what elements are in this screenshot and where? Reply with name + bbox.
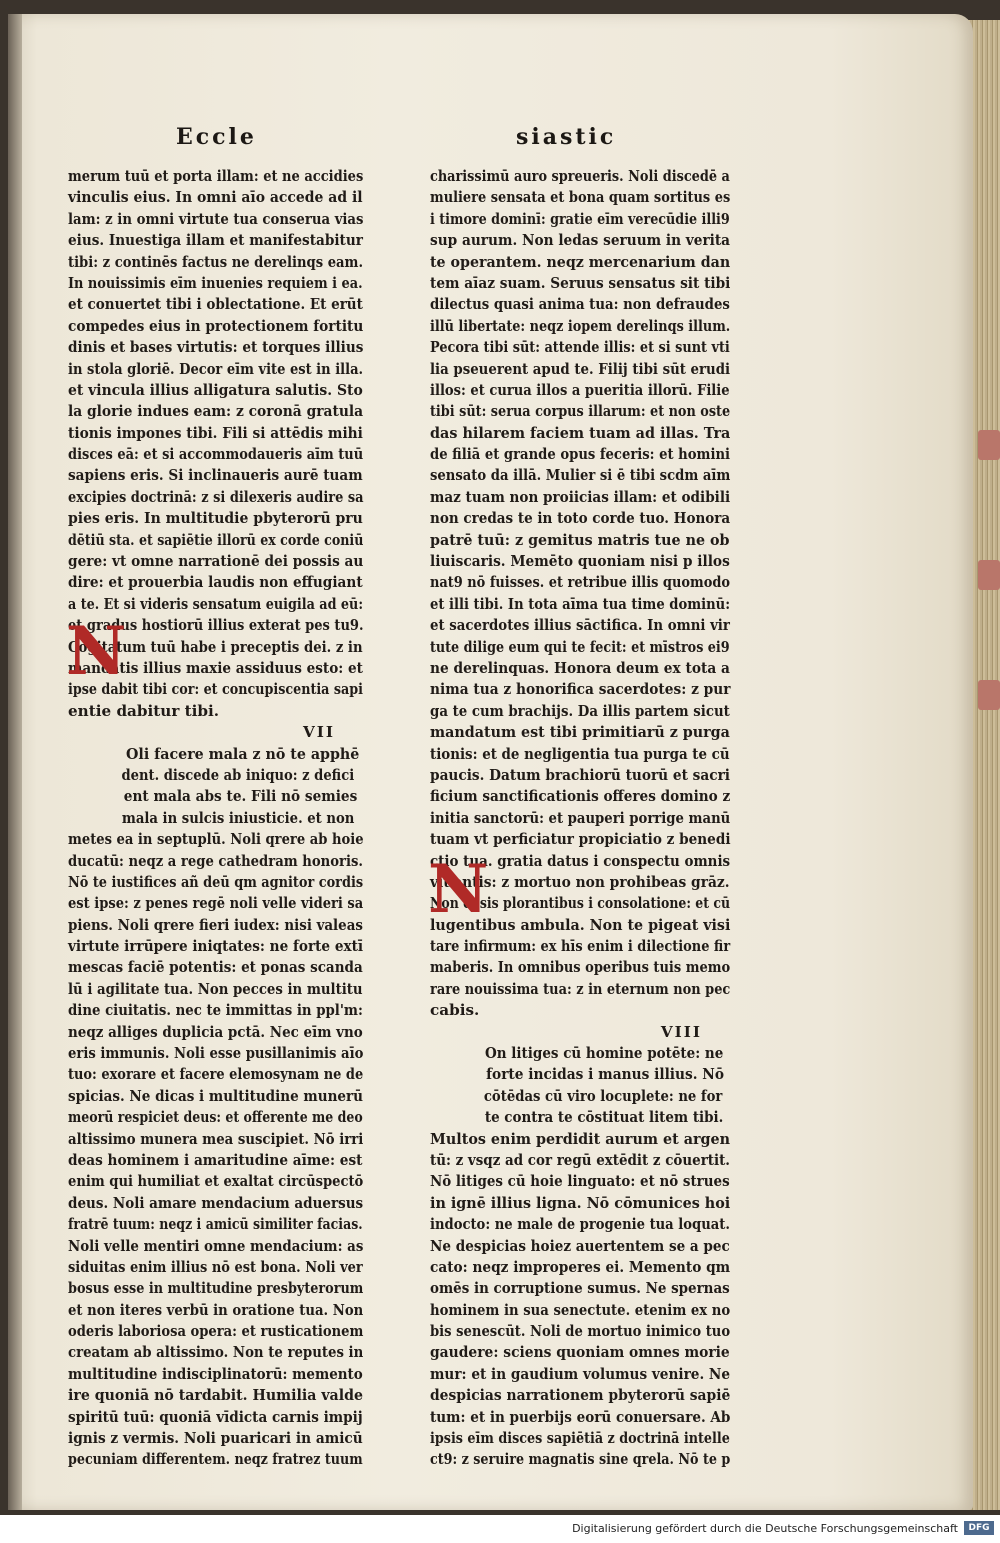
text-line: patrē tuū: z gemitus matris tue ne ob xyxy=(430,530,730,549)
text-line: deas hominem i amaritudine aīme: est xyxy=(68,1150,363,1169)
text-line: ga te cum brachijs. Da illis partem sicut xyxy=(430,701,730,720)
text-line: ct9: z seruire magnatis sine qrela. Nō te p xyxy=(430,1450,731,1469)
text-line: spicias. Ne dicas i multitudine munerū xyxy=(68,1086,364,1105)
text-line: excipies doctrinā: z si dilexeris audire sa xyxy=(68,487,364,506)
text-line: ficium sanctificationis offeres domino z xyxy=(430,787,731,806)
text-line: pies eris. In multitudie pbyterorū pru xyxy=(68,509,363,528)
text-line: ctio tua. gratia datus i conspectu omnis xyxy=(430,851,731,870)
text-line: Non desis plorantibus i consolatione: et cū xyxy=(430,894,731,913)
text-line: de filiā et grande opus feceris: et homini xyxy=(430,445,731,464)
text-line: initia sanctorū: et pauperi porrige manū xyxy=(430,808,731,827)
text-line: fratrē tuum: neqz i amicū similiter facias. xyxy=(68,1215,363,1234)
text-line: virtute irrūpere iniqtates: ne forte extī xyxy=(68,937,364,956)
text-line: ipse dabit tibi cor: et concupiscentia sapi xyxy=(68,680,364,699)
text-line: i timore dominī: gratie eīm verecūdie illi9 xyxy=(430,209,730,228)
text-line: dent. discede ab iniquo: z defici xyxy=(121,765,355,784)
text-line: mescas faciē potentis: et ponas scanda xyxy=(68,958,363,977)
text-line: non credas te in toto corde tuo. Honora xyxy=(430,509,731,528)
text-line: entie dabitur tibi. xyxy=(68,701,220,720)
text-line: omēs in corruptione sumus. Ne spernas xyxy=(430,1279,730,1298)
text-line: pecuniam differentem. neqz fratrez tuum xyxy=(68,1450,363,1469)
text-line: nima tua z honorifica sacerdotes: z pur xyxy=(430,680,731,699)
text-line: spiritū tuū: quoniā vīdicta carnis impij xyxy=(68,1407,363,1426)
text-line: compedes eius in protectionem fortitu xyxy=(68,316,364,335)
running-head-right: siastic xyxy=(516,124,617,150)
text-line: In nouissimis eīm inuenies requiem i ea. xyxy=(68,273,363,292)
text-line: metes ea in septuplū. Noli qrere ab hoie xyxy=(68,830,364,849)
text-line: lia pseuerent apud te. Filij tibi sūt erudi xyxy=(430,359,731,378)
text-line: sensato da illā. Mulier si ē tibi scdm aīm xyxy=(430,466,731,485)
footer-bar xyxy=(0,1515,1000,1543)
chapter-number: VIII xyxy=(660,1022,702,1041)
text-line: lam: z in omni virtute tua conserua vias xyxy=(68,209,364,228)
text-line: tū: z vsqz ad cor regū extēdit z cōuertit. xyxy=(430,1150,730,1169)
text-line: liuiscaris. Memēto quoniam nisi p illos xyxy=(430,552,730,571)
text-line: illos: et curua illos a pueritia illorū. Filie xyxy=(430,380,730,399)
text-line: forte incidas i manus illius. Nō xyxy=(486,1065,725,1084)
text-line: Multos enim perdidit aurum et argen xyxy=(430,1129,731,1148)
text-line: bosus esse in multitudine presbyterorum xyxy=(68,1279,364,1298)
text-line: et illi tibi. In tota aīma tua time dominū: xyxy=(430,594,731,613)
text-line: tuo: exorare et facere elemosynam ne de xyxy=(68,1065,364,1084)
running-head-left: Eccle xyxy=(176,124,257,150)
text-line: mala in sulcis iniusticie. et non xyxy=(121,808,355,827)
text-line: On litiges cū homine potēte: ne xyxy=(485,1044,724,1063)
text-line: tibi sūt: serua corpus illarum: et non oste xyxy=(430,402,731,421)
text-line: indocto: ne male de progenie tua loquat. xyxy=(430,1215,730,1234)
text-line: in stola gloriē. Decor eīm vite est in illa. xyxy=(68,359,364,378)
text-line: Noli velle mentiri omne mendacium: as xyxy=(68,1236,364,1255)
footer-credit: Digitalisierung gefördert durch die Deutsche Forschungsgemeinschaft xyxy=(572,1522,958,1535)
text-line: tuam vt perficiatur propiciatio z benedi xyxy=(430,830,731,849)
text-line: dine ciuitatis. nec te immittas in ppl'm: xyxy=(68,1001,363,1020)
text-line: multitudine indisciplinatorū: memento xyxy=(68,1364,363,1383)
text-line: et gradus hostiorū illius exterat pes tu9. xyxy=(68,616,364,635)
text-line: das hilarem faciem tuam ad illas. Tra xyxy=(430,423,731,442)
text-line: creatam ab altissimo. Non te reputes in xyxy=(68,1343,364,1362)
text-line: mur: et in gaudium volumus venire. Ne xyxy=(430,1364,731,1383)
book-tab-marker xyxy=(978,680,1000,710)
text-line: merum tuū et porta illam: et ne accidies xyxy=(68,167,364,185)
text-line: tem aīaz suam. Seruus sensatus sit tibi xyxy=(430,273,731,292)
text-line: ne derelinquas. Honora deum ex tota a xyxy=(430,658,730,677)
text-line: cabis. xyxy=(430,1001,480,1020)
illuminated-initial-left: N xyxy=(66,612,127,690)
left-text-column xyxy=(68,166,363,1471)
text-line: piens. Noli qrere fieri iudex: nisi valeas xyxy=(68,915,363,934)
text-line: Nō te iustifices añ deū qm agnitor cordis xyxy=(68,872,364,891)
text-line: ignis z vermis. Noli puaricari in amicū xyxy=(68,1429,363,1448)
text-line: hominem in sua senectute. etenim ex no xyxy=(430,1300,731,1319)
text-line: cōtēdas cū viro locuplete: ne for xyxy=(483,1086,723,1105)
text-line: rare nouissima tua: z in eternum non pec xyxy=(430,979,731,998)
text-line: ire quoniā nō tardabit. Humilia valde xyxy=(68,1386,363,1405)
text-line: lū i agilitate tua. Non pecces in multitu xyxy=(68,979,363,998)
text-line: paucis. Datum brachiorū tuorū et sacri xyxy=(430,765,730,784)
text-line: bis senescūt. Noli de mortuo inimico tuo xyxy=(430,1322,731,1341)
text-line: Ne despicias hoiez auertentem se a pec xyxy=(430,1236,730,1255)
text-line: in ignē illius ligna. Nō cōmunices hoi xyxy=(430,1193,731,1212)
text-line: tionis impones tibi. Fili si attēdis mihi xyxy=(68,423,363,442)
text-line: tionis: et de negligentia tua purga te cū xyxy=(430,744,730,763)
text-line: Oli facere mala z nō te apphē xyxy=(126,744,360,763)
text-line: siduitas enim illius nō est bona. Noli ver xyxy=(68,1257,363,1276)
text-line: ent mala abs te. Fili nō semies xyxy=(123,787,358,806)
text-line: muliere sensata et bona quam sortitus es xyxy=(430,188,731,207)
text-line: oderis laboriosa opera: et rusticationem xyxy=(68,1322,364,1341)
text-line: nat9 nō fuisses. et retribue illis quomodo xyxy=(430,573,731,592)
text-line: vinculis eius. In omni aīo accede ad il xyxy=(68,188,363,207)
book-tab-marker xyxy=(978,430,1000,460)
text-line: et vincula illius alligatura salutis. Sto xyxy=(68,380,363,399)
text-line: mandatum est tibi primitiarū z purga xyxy=(430,723,730,742)
illuminated-initial-right: N xyxy=(428,850,489,928)
text-line: dinis et bases virtutis: et torques illius xyxy=(68,338,364,357)
text-line: eius. Inuestiga illam et manifestabitur xyxy=(68,231,363,250)
text-line: charissimū auro spreueris. Noli discedē a xyxy=(430,167,730,185)
text-line: la glorie indues eam: z coronā gratula xyxy=(68,402,364,421)
text-line: deus. Noli amare mendacium aduersus xyxy=(68,1193,364,1212)
text-line: ipsis eīm disces sapiētiā z doctrinā intelle xyxy=(430,1429,730,1448)
text-line: est ipse: z penes regē noli velle videri sa xyxy=(68,894,364,913)
text-line: et non iteres verbū in oratione tua. Non xyxy=(68,1300,364,1319)
text-line: disces eā: et si accommodaueris aīm tuū xyxy=(68,445,364,464)
text-line: te operantem. neqz mercenarium dan xyxy=(430,252,731,271)
text-line: dire: et prouerbia laudis non effugiant xyxy=(68,573,363,592)
text-line: te contra te cōstituat litem tibi. xyxy=(484,1108,724,1127)
text-line: et conuertet tibi i oblectatione. Et erūt xyxy=(68,295,363,314)
book-gutter xyxy=(8,14,22,1510)
text-line: tute dilige eum qui te fecit: et mīstros ei9 xyxy=(430,637,730,656)
text-line: sup aurum. Non ledas seruum in verita xyxy=(430,231,731,250)
text-line: maz tuam non proiicias illam: et odibili xyxy=(430,487,731,506)
book-tab-marker xyxy=(978,560,1000,590)
text-line: altissimo munera mea suscipiet. Nō irri xyxy=(68,1129,364,1148)
text-line: Pecora tibi sūt: attende illis: et si sunt vti xyxy=(430,338,730,357)
text-line: tibi: z continēs factus ne derelinqs eam. xyxy=(68,252,364,271)
dfg-logo: DFG xyxy=(964,1521,994,1535)
text-line: lugentibus ambula. Non te pigeat visi xyxy=(430,915,731,934)
text-line: dilectus quasi anima tua: non defraudes xyxy=(430,295,730,314)
text-line: a te. Et si videris sensatum euigila ad eū: xyxy=(68,594,364,613)
text-line: mandatis illius maxie assiduus esto: et xyxy=(68,658,363,677)
text-line: gaudere: sciens quoniam omnes morie xyxy=(430,1343,730,1362)
text-line: ducatū: neqz a rege cathedram honoris. xyxy=(68,851,364,870)
chapter-number: VII xyxy=(303,723,335,742)
text-line: cato: neqz improperes ei. Memento qm xyxy=(430,1257,731,1276)
text-line: viuentis: z mortuo non prohibeas grāz. xyxy=(430,872,730,891)
text-line: illū libertate: neqz iopem derelinqs illum. xyxy=(430,316,731,335)
text-line: gere: vt omne narrationē dei possis au xyxy=(68,552,364,571)
text-line: Nō litiges cū hoie linguato: et nō strues xyxy=(430,1172,730,1191)
text-line: neqz alliges duplicia pctā. Nec eīm vno xyxy=(68,1022,363,1041)
text-line: et sacerdotes illius sāctifica. In omni vir xyxy=(430,616,730,635)
text-line: despicias narrationem pbyterorū sapiē xyxy=(430,1386,731,1405)
text-line: enim qui humiliat et exaltat circūspectō xyxy=(68,1172,364,1191)
text-line: maberis. In omnibus operibus tuis memo xyxy=(430,958,731,977)
text-line: Cogitatum tuū habe i preceptis dei. z in xyxy=(68,637,363,656)
right-text-column xyxy=(430,166,730,1471)
text-line: tare infirmum: ex hīs enim i dilectione fir xyxy=(430,937,731,956)
text-line: eris immunis. Noli esse pusillanimis aīo xyxy=(68,1044,364,1063)
text-line: tum: et in puerbijs eorū conuersare. Ab xyxy=(430,1407,731,1426)
text-line: sapiens eris. Si inclinaueris aurē tuam xyxy=(68,466,363,485)
text-line: dētiū sta. et sapiētie illorū ex corde coniū xyxy=(68,530,364,549)
text-line: meorū respiciet deus: et offerente me deo xyxy=(68,1108,363,1127)
